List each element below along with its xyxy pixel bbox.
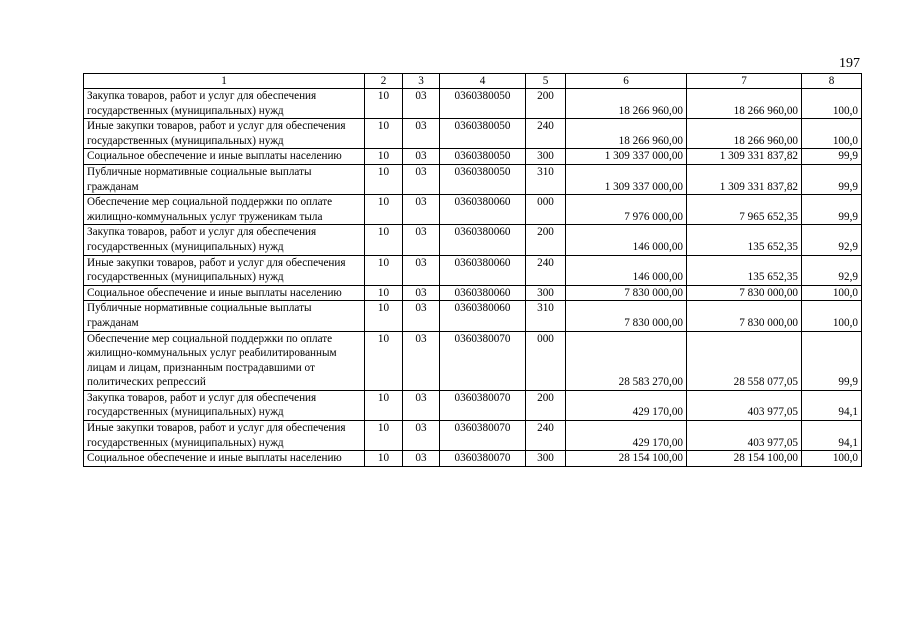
row-target-code-cell: 0360380070 (440, 331, 526, 390)
row-name-cell: Закупка товаров, работ и услуг для обеспечения государственных (муниципальных) нужд (84, 390, 365, 420)
row-subsection-cell: 03 (403, 149, 440, 165)
column-header: 8 (802, 74, 862, 89)
table-row (84, 451, 862, 467)
row-executed-cell: 7 830 000,00 (687, 301, 802, 331)
table-row (84, 89, 862, 119)
row-subsection-cell: 03 (403, 285, 440, 301)
header-row (84, 74, 862, 89)
row-planned-cell: 7 830 000,00 (566, 285, 687, 301)
row-planned-cell: 1 309 337 000,00 (566, 149, 687, 165)
row-percent-cell: 99,9 (802, 164, 862, 194)
row-planned-cell: 146 000,00 (566, 255, 687, 285)
row-target-code-cell: 0360380060 (440, 195, 526, 225)
row-planned-cell: 429 170,00 (566, 421, 687, 451)
column-header: 4 (440, 74, 526, 89)
row-target-code-cell: 0360380070 (440, 390, 526, 420)
row-target-code-cell: 0360380050 (440, 149, 526, 165)
row-subsection-cell: 03 (403, 164, 440, 194)
row-name-cell: Обеспечение мер социальной поддержки по оплате жилищно-коммунальных услуг труженикам тыла (84, 195, 365, 225)
table-row (84, 421, 862, 451)
row-subsection-cell: 03 (403, 195, 440, 225)
row-executed-cell: 1 309 331 837,82 (687, 164, 802, 194)
row-subsection-cell: 03 (403, 331, 440, 390)
column-header: 6 (566, 74, 687, 89)
row-planned-cell: 28 583 270,00 (566, 331, 687, 390)
row-section-cell: 10 (365, 331, 403, 390)
row-planned-cell: 7 976 000,00 (566, 195, 687, 225)
row-executed-cell: 135 652,35 (687, 255, 802, 285)
row-percent-cell: 100,0 (802, 119, 862, 149)
column-header: 5 (526, 74, 566, 89)
row-section-cell: 10 (365, 89, 403, 119)
row-percent-cell: 100,0 (802, 301, 862, 331)
row-expense-type-cell: 300 (526, 285, 566, 301)
row-subsection-cell: 03 (403, 255, 440, 285)
column-header: 2 (365, 74, 403, 89)
row-percent-cell: 92,9 (802, 255, 862, 285)
row-percent-cell: 99,9 (802, 195, 862, 225)
row-section-cell: 10 (365, 255, 403, 285)
row-subsection-cell: 03 (403, 421, 440, 451)
row-subsection-cell: 03 (403, 89, 440, 119)
table-row (84, 285, 862, 301)
row-name-cell: Иные закупки товаров, работ и услуг для обеспечения государственных (муниципальных) нужд (84, 119, 365, 149)
row-name-cell: Закупка товаров, работ и услуг для обеспечения государственных (муниципальных) нужд (84, 89, 365, 119)
row-name-cell: Иные закупки товаров, работ и услуг для обеспечения государственных (муниципальных) нужд (84, 421, 365, 451)
column-header: 7 (687, 74, 802, 89)
column-header: 3 (403, 74, 440, 89)
row-percent-cell: 92,9 (802, 225, 862, 255)
column-header: 1 (84, 74, 365, 89)
row-section-cell: 10 (365, 225, 403, 255)
row-target-code-cell: 0360380070 (440, 451, 526, 467)
row-section-cell: 10 (365, 149, 403, 165)
row-name-cell: Публичные нормативные социальные выплаты гражданам (84, 301, 365, 331)
row-subsection-cell: 03 (403, 301, 440, 331)
page-number: 197 (839, 56, 860, 71)
row-expense-type-cell: 240 (526, 119, 566, 149)
row-planned-cell: 18 266 960,00 (566, 119, 687, 149)
row-target-code-cell: 0360380050 (440, 164, 526, 194)
row-percent-cell: 100,0 (802, 89, 862, 119)
row-percent-cell: 100,0 (802, 285, 862, 301)
row-expense-type-cell: 240 (526, 255, 566, 285)
row-expense-type-cell: 310 (526, 301, 566, 331)
row-percent-cell: 99,9 (802, 149, 862, 165)
row-executed-cell: 18 266 960,00 (687, 89, 802, 119)
budget-table (83, 73, 862, 467)
row-expense-type-cell: 000 (526, 195, 566, 225)
row-section-cell: 10 (365, 285, 403, 301)
table-row (84, 149, 862, 165)
row-section-cell: 10 (365, 451, 403, 467)
row-name-cell: Публичные нормативные социальные выплаты гражданам (84, 164, 365, 194)
row-expense-type-cell: 240 (526, 421, 566, 451)
row-name-cell: Социальное обеспечение и иные выплаты населению (84, 451, 365, 467)
row-planned-cell: 7 830 000,00 (566, 301, 687, 331)
row-executed-cell: 7 830 000,00 (687, 285, 802, 301)
row-section-cell: 10 (365, 195, 403, 225)
row-target-code-cell: 0360380060 (440, 285, 526, 301)
row-expense-type-cell: 200 (526, 89, 566, 119)
row-target-code-cell: 0360380060 (440, 301, 526, 331)
row-section-cell: 10 (365, 421, 403, 451)
row-executed-cell: 403 977,05 (687, 390, 802, 420)
table-row (84, 331, 862, 390)
row-name-cell: Социальное обеспечение и иные выплаты населению (84, 285, 365, 301)
row-executed-cell: 18 266 960,00 (687, 119, 802, 149)
row-name-cell: Закупка товаров, работ и услуг для обеспечения государственных (муниципальных) нужд (84, 225, 365, 255)
table-row (84, 255, 862, 285)
row-section-cell: 10 (365, 390, 403, 420)
table-row (84, 164, 862, 194)
row-executed-cell: 7 965 652,35 (687, 195, 802, 225)
row-expense-type-cell: 200 (526, 390, 566, 420)
table-row (84, 301, 862, 331)
row-subsection-cell: 03 (403, 225, 440, 255)
row-subsection-cell: 03 (403, 451, 440, 467)
row-percent-cell: 94,1 (802, 421, 862, 451)
row-percent-cell: 94,1 (802, 390, 862, 420)
row-name-cell: Социальное обеспечение и иные выплаты населению (84, 149, 365, 165)
row-planned-cell: 1 309 337 000,00 (566, 164, 687, 194)
row-expense-type-cell: 310 (526, 164, 566, 194)
row-target-code-cell: 0360380060 (440, 225, 526, 255)
row-executed-cell: 28 154 100,00 (687, 451, 802, 467)
row-executed-cell: 403 977,05 (687, 421, 802, 451)
row-expense-type-cell: 300 (526, 149, 566, 165)
table-body (84, 89, 862, 467)
row-expense-type-cell: 200 (526, 225, 566, 255)
table-row (84, 225, 862, 255)
row-percent-cell: 100,0 (802, 451, 862, 467)
row-planned-cell: 28 154 100,00 (566, 451, 687, 467)
row-name-cell: Иные закупки товаров, работ и услуг для обеспечения государственных (муниципальных) нужд (84, 255, 365, 285)
row-target-code-cell: 0360380050 (440, 119, 526, 149)
row-executed-cell: 135 652,35 (687, 225, 802, 255)
row-expense-type-cell: 300 (526, 451, 566, 467)
row-target-code-cell: 0360380050 (440, 89, 526, 119)
row-section-cell: 10 (365, 119, 403, 149)
row-planned-cell: 18 266 960,00 (566, 89, 687, 119)
table-row (84, 119, 862, 149)
row-name-cell: Обеспечение мер социальной поддержки по оплате жилищно-коммунальных услуг реабилитированным лицам и лицам, признанным пострадавшими от политических репрессий (84, 331, 365, 390)
row-executed-cell: 28 558 077,05 (687, 331, 802, 390)
table-row (84, 390, 862, 420)
row-planned-cell: 146 000,00 (566, 225, 687, 255)
row-target-code-cell: 0360380060 (440, 255, 526, 285)
row-expense-type-cell: 000 (526, 331, 566, 390)
row-target-code-cell: 0360380070 (440, 421, 526, 451)
table-row (84, 195, 862, 225)
row-executed-cell: 1 309 331 837,82 (687, 149, 802, 165)
row-percent-cell: 99,9 (802, 331, 862, 390)
row-subsection-cell: 03 (403, 119, 440, 149)
row-subsection-cell: 03 (403, 390, 440, 420)
row-section-cell: 10 (365, 164, 403, 194)
row-planned-cell: 429 170,00 (566, 390, 687, 420)
row-section-cell: 10 (365, 301, 403, 331)
